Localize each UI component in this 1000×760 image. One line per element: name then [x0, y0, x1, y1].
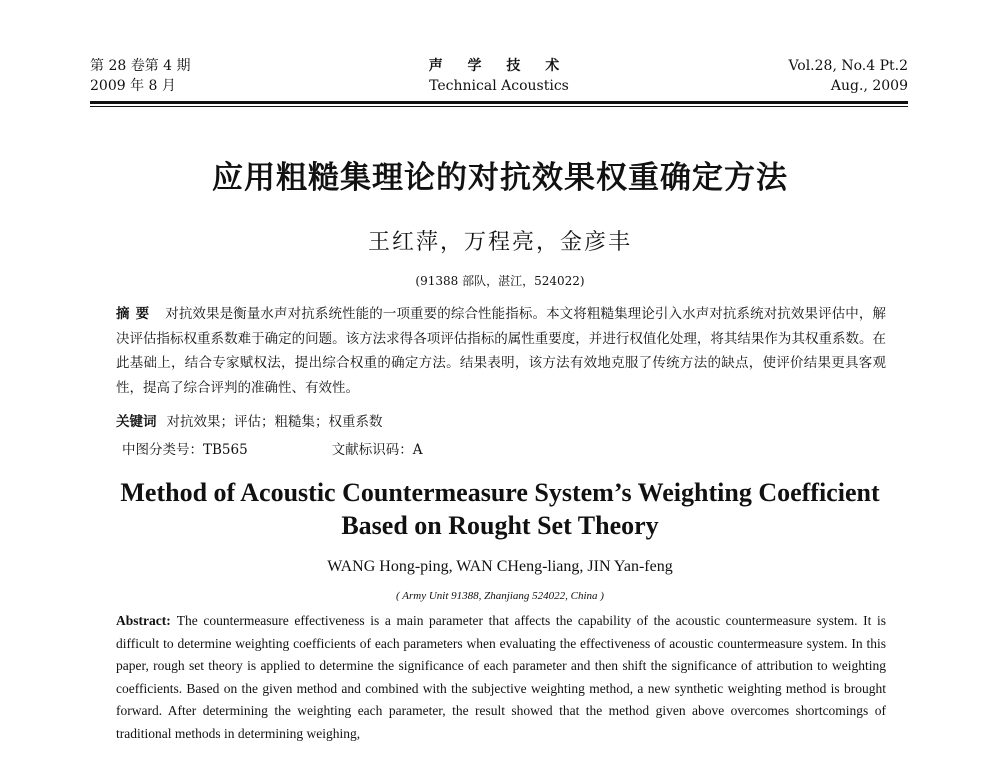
keywords-cn: [116, 412, 383, 432]
affiliation-en: ( Army Unit 91388, Zhanjiang 524022, China ): [396, 590, 604, 602]
authors-en: WANG Hong-ping, WAN CHeng-liang, JIN Yan-feng: [327, 558, 673, 575]
paper-title-en-line2: Based on Rought Set Theory: [341, 511, 659, 540]
paper-title-en: [0, 476, 1000, 542]
classification-number: 中图分类号：TB565: [122, 442, 248, 458]
abstract-en: [116, 610, 886, 745]
paper-title-cn: 应用粗糙集理论的对抗效果权重确定方法: [212, 160, 788, 196]
paper-title-en-line1: Method of Acoustic Countermeasure System’s Weighting Coefficient: [120, 478, 880, 507]
abstract-label-en: Abstract:: [116, 613, 171, 628]
volume-issue-en: Vol.28, No.4 Pt.2: [788, 58, 908, 74]
journal-name-cn: 声 学 技 术: [428, 58, 570, 74]
publish-date-cn: 2009 年 8 月: [90, 78, 176, 94]
header-rule-thin: [90, 106, 908, 107]
abstract-text-en: The countermeasure effectiveness is a main parameter that affects the capability of the acoustic countermeasure system. It is difficult to determine weighting coefficients of each parameters when evaluating the effectiveness of acoustic countermeasure system. In this paper, rough set theory is applied to determine the significance of each parameter and then shift the significance of attribution to weighting coefficients. Based on the given method and combined with the subjective weighting method, a new synthetic weighting method is brought forward. After determining the weighting each parameter, the result showed that the method given above overcomes shortcomings of traditional methods in determining weighing,: [116, 613, 886, 741]
publish-date-en: Aug., 2009: [830, 78, 908, 94]
classification-line: [122, 440, 422, 460]
abstract-text-cn: 对抗效果是衡量水声对抗系统性能的一项重要的综合性能指标。本文将粗糙集理论引入水声对抗系统对抗效果评估中，解决评估指标权重系数难于确定的问题。该方法求得各项评估指标的属性重要度，并进行权值化处理，将其结果作为其权重系数。在此基础上，结合专家赋权法，提出综合权重的确定方法。结果表明，该方法有效地克服了传统方法的缺点，使评价结果更具客观性，提高了综合评判的准确性、有效性。: [116, 306, 887, 396]
journal-header: [90, 56, 908, 104]
journal-name-en: Technical Acoustics: [429, 78, 569, 94]
header-rule-thick: [90, 101, 908, 104]
volume-issue: 第 28 卷第 4 期: [90, 58, 191, 74]
keywords-label-cn: 关键词: [116, 414, 157, 430]
keywords-text-cn: 对抗效果；评估；粗糙集；权重系数: [166, 414, 383, 430]
authors-cn: 王红萍，万程亮，金彦丰: [367, 230, 632, 255]
affiliation-cn: (91388 部队，湛江，524022): [415, 274, 585, 288]
abstract-cn: [116, 302, 886, 400]
document-code: 文献标识码：A: [331, 442, 423, 458]
journal-volume-info-en: [788, 56, 908, 96]
abstract-label-cn: 摘要: [116, 306, 156, 322]
journal-name: [90, 56, 908, 96]
